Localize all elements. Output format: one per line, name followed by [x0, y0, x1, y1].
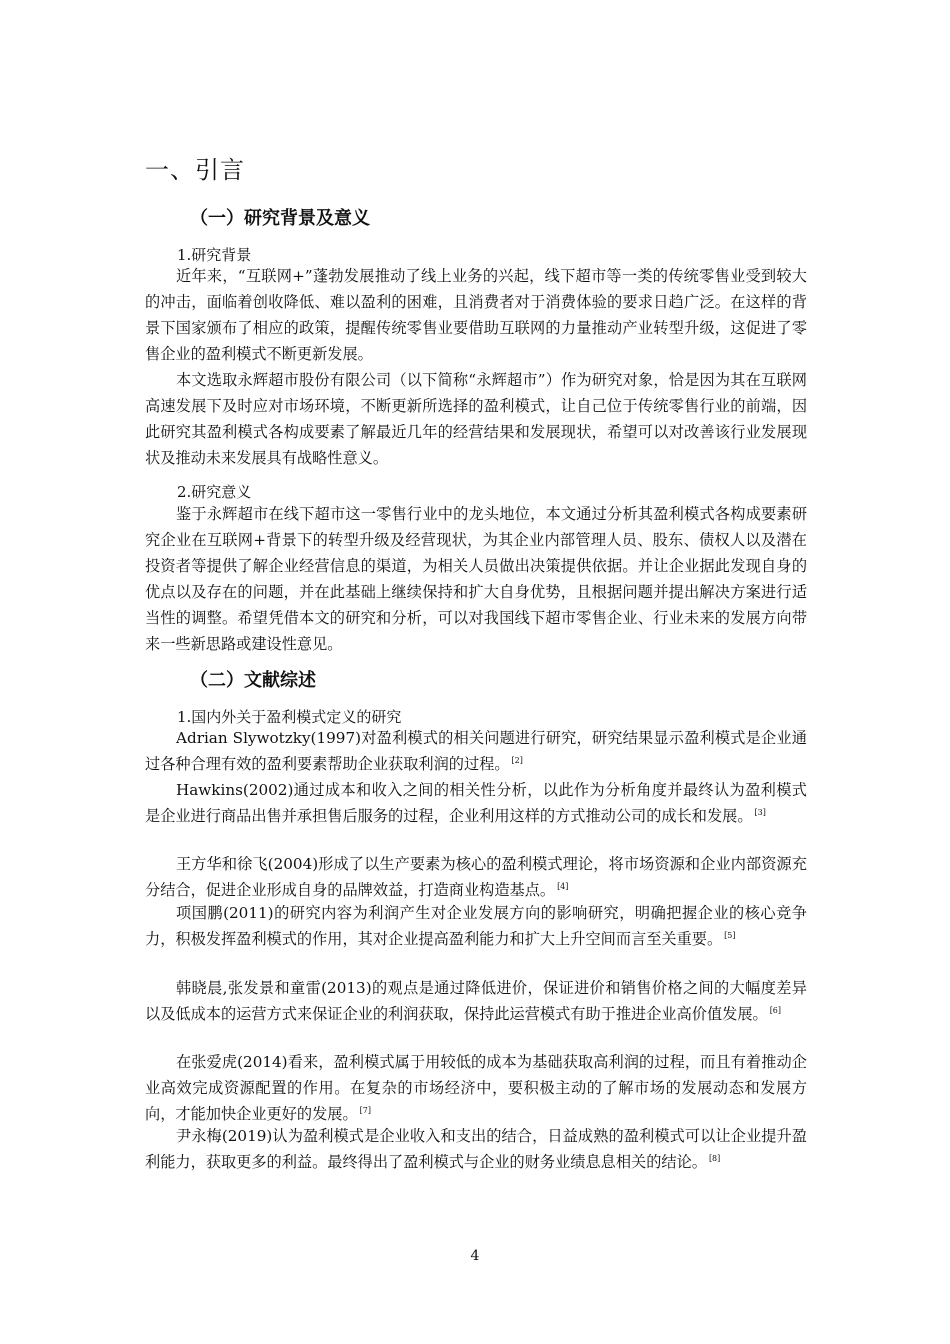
page-number: 4	[470, 1248, 480, 1264]
citation-ref: [2]	[511, 755, 523, 765]
citation-ref: [6]	[769, 1005, 782, 1015]
literature-paragraph: Hawkins(2002)通过成本和收入之间的相关性分析，以此作为分析角度并最终认为盈利模式是企业进行商品出售并承担售后服务的过程，企业利用这样的方式推动公司的成长和发展。 [3]	[145, 781, 807, 825]
chapter-title: 一、引言	[145, 156, 245, 184]
citation-ref: [3]	[754, 807, 766, 817]
literature-paragraph: 项国鹏(2011)的研究内容为利润产生对企业发展方向的影响研究，明确把握企业的核心竞争力，积极发挥盈利模式的作用，其对企业提高盈利能力和扩大上升空间而言至关重要。 [5]	[145, 904, 807, 948]
citation-ref: [7]	[359, 1105, 371, 1115]
literature-paragraph: 尹永梅(2019)认为盈利模式是企业收入和支出的结合，日益成熟的盈利模式可以让企业提升盈利能力，获取更多的利益。最终得出了盈利模式与企业的财务业绩息息相关的结论。 [8]	[145, 1127, 807, 1171]
citation-ref: [4]	[557, 881, 569, 891]
paragraph: 鉴于永辉超市在线下超市这一零售行业中的龙头地位，本文通过分析其盈利模式各构成要素研究企业在互联网+背景下的转型升级及经营现状，为其企业内部管理人员、股东、债权人以及潜在投资者等提供了解企业经营信息的渠道，为相关人员做出决策提供依据。并让企业据此发现自身的优点以及存在的问题，并在此基础上继续保持和扩大自身优势，且根据问题并提出解决方案进行适当性的调整。希望凭借本文的研究和分析，可以对我国线下超市零售企业、行业未来的发展方向带来一些新思路或建设性意见。	[145, 505, 807, 653]
citation-ref: [5]	[724, 930, 736, 940]
section-title-literature-review: （二）文献综述	[190, 670, 316, 691]
section-title-background: （一）研究背景及意义	[190, 208, 370, 229]
subsection-title-definition-research: 1.国内外关于盈利模式定义的研究	[177, 708, 402, 726]
paragraph: 近年来，“互联网+”蓬勃发展推动了线上业务的兴起，线下超市等一类的传统零售业受到较大的冲击，面临着创收降低、难以盈利的困难，且消费者对于消费体验的要求日趋广泛。在这样的背景下国家颁布了相应的政策，提醒传统零售业要借助互联网的力量推动产业转型升级，这促进了零售企业的盈利模式不断更新发展。	[145, 267, 807, 363]
literature-paragraph: Adrian Slywotzky(1997)对盈利模式的相关问题进行研究，研究结果显示盈利模式是企业通过各种合理有效的盈利要素帮助企业获取利润的过程。 [2]	[145, 729, 807, 773]
paragraph: 本文选取永辉超市股份有限公司（以下简称“永辉超市”）作为研究对象，恰是因为其在互联网高速发展下及时应对市场环境，不断更新所选择的盈利模式，让自己位于传统零售行业的前端，因此研究其盈利模式各构成要素了解最近几年的经营结果和发展现状，希望可以对改善该行业发展现状及推动未来发展具有战略性意义。	[145, 371, 807, 467]
citation-ref: [8]	[708, 1153, 721, 1163]
subsection-title-research-background: 1.研究背景	[177, 246, 252, 264]
literature-paragraph: 韩晓晨,张发景和童雷(2013)的观点是通过降低进价，保证进价和销售价格之间的大幅度差异以及低成本的运营方式来保证企业的利润获取，保持此运营模式有助于推进企业高价值发展。 [6]	[145, 979, 807, 1023]
literature-paragraph: 在张爱虎(2014)看来，盈利模式属于用较低的成本为基础获取高利润的过程，而且有着推动企业高效完成资源配置的作用。在复杂的市场经济中，要积极主动的了解市场的发展动态和发展方向，才能加快企业更好的发展。 [7]	[145, 1053, 807, 1123]
literature-paragraph: 王方华和徐飞(2004)形成了以生产要素为核心的盈利模式理论，将市场资源和企业内部资源充分结合，促进企业形成自身的品牌效益，打造商业构造基点。 [4]	[145, 855, 807, 899]
subsection-title-research-significance: 2.研究意义	[177, 483, 252, 501]
